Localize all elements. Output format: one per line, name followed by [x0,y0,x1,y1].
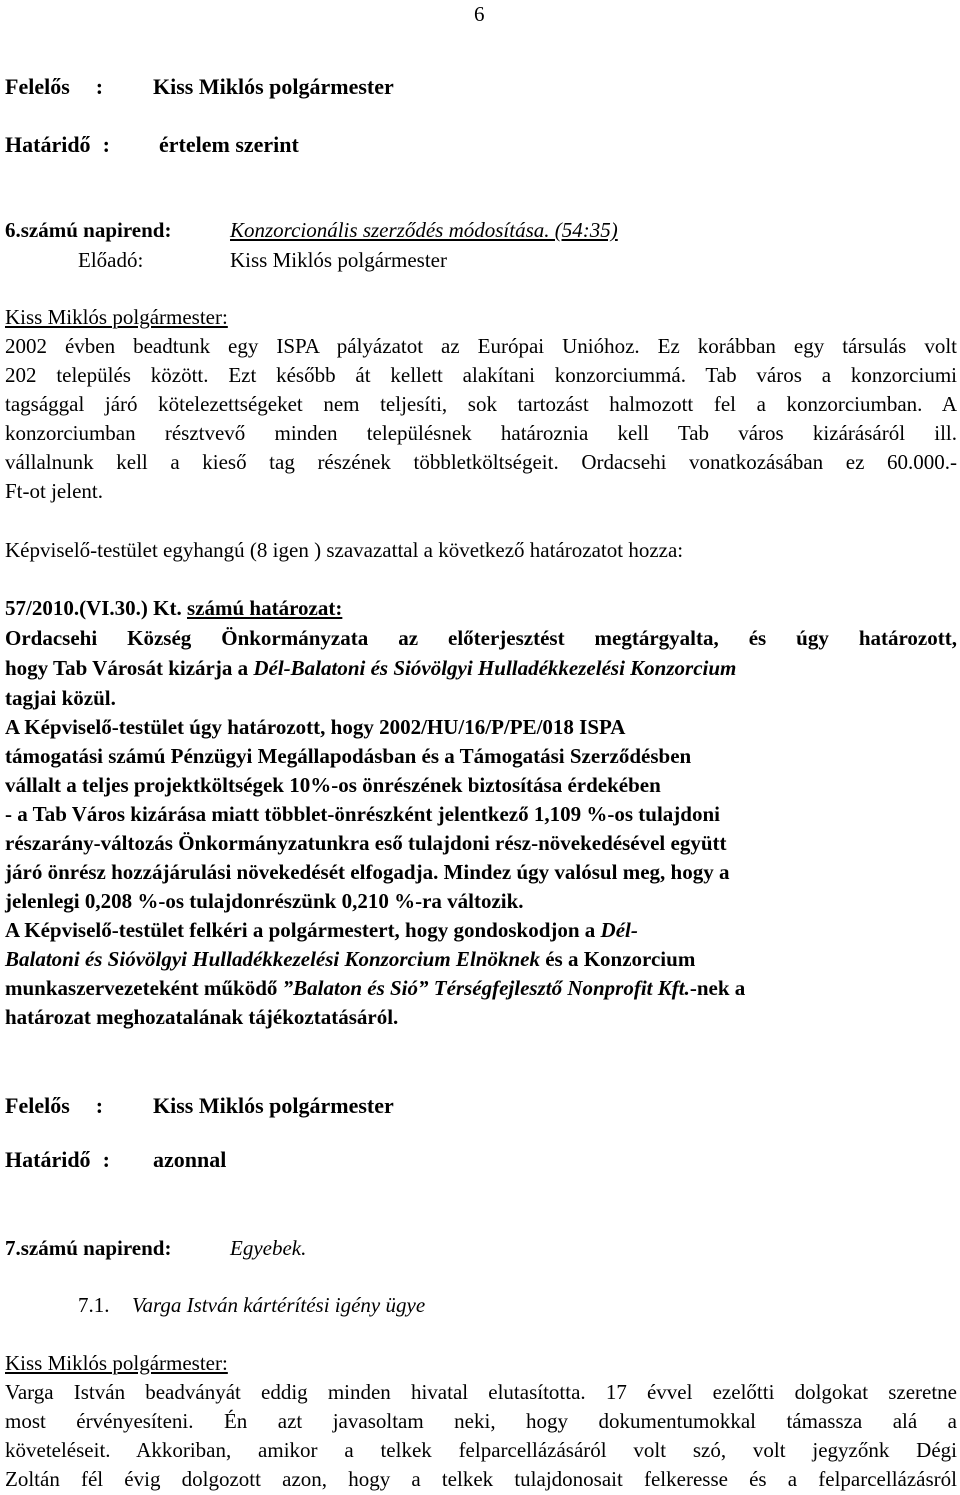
felelos-label-2: Felelős : [5,1093,104,1118]
hatarido-value-2: azonnal [153,1147,227,1172]
resolution-line-14: határozat meghozatalának tájékoztatásáról. [5,1005,399,1029]
resolution-line-4: A Képviselő-testület úgy határozott, hogy 2002/HU/16/P/PE/018 ISPA [5,715,626,739]
resolution-line-2: hogy Tab Városát kizárja a Dél-Balatoni és Sióvölgyi Hulladékkezelési Konzorcium [5,656,737,680]
resolution-line-10: jelenlegi 0,208 %-os tulajdonrészünk 0,210 %-ra változik. [5,889,524,913]
agenda-6-number: 6.számú napirend: [5,218,172,242]
speech-1-line-5: vállalnunk kell a kieső tag részének többletköltségeit. Ordacsehi vonatkozásában ez 60.000.- [5,450,957,474]
speech-1-line-2: 202 település között. Ezt később át kellett alakítani konzorciummá. Tab város a konzorciumi [5,363,957,387]
felelos-value: Kiss Miklós polgármester [153,74,394,99]
resolution-line-3: tagjai közül. [5,686,116,710]
resolution-line-8: részarány-változás Önkormányzatunkra eső tulajdoni rész-növekedésével együtt [5,831,727,855]
resolution-line-13: munkaszervezeteként működő ”Balaton és Sió” Térségfejlesztő Nonprofit Kft.-nek a [5,976,746,1000]
eloado-value: Kiss Miklós polgármester [230,248,447,272]
hatarido-label: Határidő : [5,132,110,157]
hatarido-label-2: Határidő : [5,1147,110,1172]
speech-1-line-6: Ft-ot jelent. [5,479,103,503]
speech-2-line-2: most érvényesíteni. Én azt javasoltam neki, hogy dokumentumokkal támassza alá a [5,1409,957,1433]
agenda-7-number: 7.számú napirend: [5,1236,172,1260]
speech-2-line-4: Zoltán fél évig dolgozott azon, hogy a telkek tulajdonosait felkeresse és a felparcellázásról [5,1467,957,1491]
resolution-line-7: - a Tab Város kizárása miatt többlet-önrészként jelentkező 1,109 %-os tulajdoni [5,802,720,826]
speech-2-line-1: Varga István beadványát eddig minden hivatal elutasította. 17 évvel ezelőtti dolgokat szeretne [5,1380,957,1404]
speech-2-line-3: követeléseit. Akkoriban, amikor a telkek felparcellázásáról volt szó, volt jegyzőnk Dégi [5,1438,957,1462]
page-number: 6 [474,2,485,26]
speech-1-line-4: konzorciumban résztvevő minden településnek határoznia kell Tab város kizárásáról ill. [5,421,957,445]
hatarido-value: értelem szerint [159,132,299,157]
felelos-value-2: Kiss Miklós polgármester [153,1093,394,1118]
agenda-7-topic: Egyebek. [230,1236,307,1260]
agenda-7-1-topic: Varga István kártérítési igény ügye [132,1293,426,1317]
resolution-line-11: A Képviselő-testület felkéri a polgármestert, hogy gondoskodjon a Dél- [5,918,638,942]
resolution-line-12: Balatoni és Sióvölgyi Hulladékkezelési Konzorcium Elnöknek és a Konzorcium [5,947,696,971]
resolution-heading: 57/2010.(VI.30.) Kt. számú határozat: [5,596,343,620]
vote-statement: Képviselő-testület egyhangú (8 igen ) szavazattal a következő határozatot hozza: [5,538,684,562]
speech-1-line-1: 2002 évben beadtunk egy ISPA pályázatot az Európai Unióhoz. Ez korábban egy társulás volt [5,334,957,358]
eloado-label: Előadó: [78,248,144,272]
agenda-6-topic: Konzorcionális szerződés módosítása. (54:35) [230,218,618,242]
speaker-label-2: Kiss Miklós polgármester: [5,1351,228,1375]
resolution-line-6: vállalt a teljes projektköltségek 10%-os önrészének biztosítása érdekében [5,773,661,797]
felelos-label: Felelős : [5,74,104,99]
speech-1-line-3: tagsággal járó kötelezettségeket nem teljesíti, sok tartozást halmozott fel a konzorciumban. A [5,392,957,416]
resolution-line-5: támogatási számú Pénzügyi Megállapodásban és a Támogatási Szerződésben [5,744,692,768]
agenda-7-1-number: 7.1. [78,1293,110,1317]
resolution-line-1: Ordacsehi Község Önkormányzata az előterjesztést megtárgyalta, és úgy határozott, [5,626,957,650]
speaker-label: Kiss Miklós polgármester: [5,305,228,329]
resolution-line-9: járó önrész hozzájárulási növekedését elfogadja. Mindez úgy valósul meg, hogy a [5,860,730,884]
